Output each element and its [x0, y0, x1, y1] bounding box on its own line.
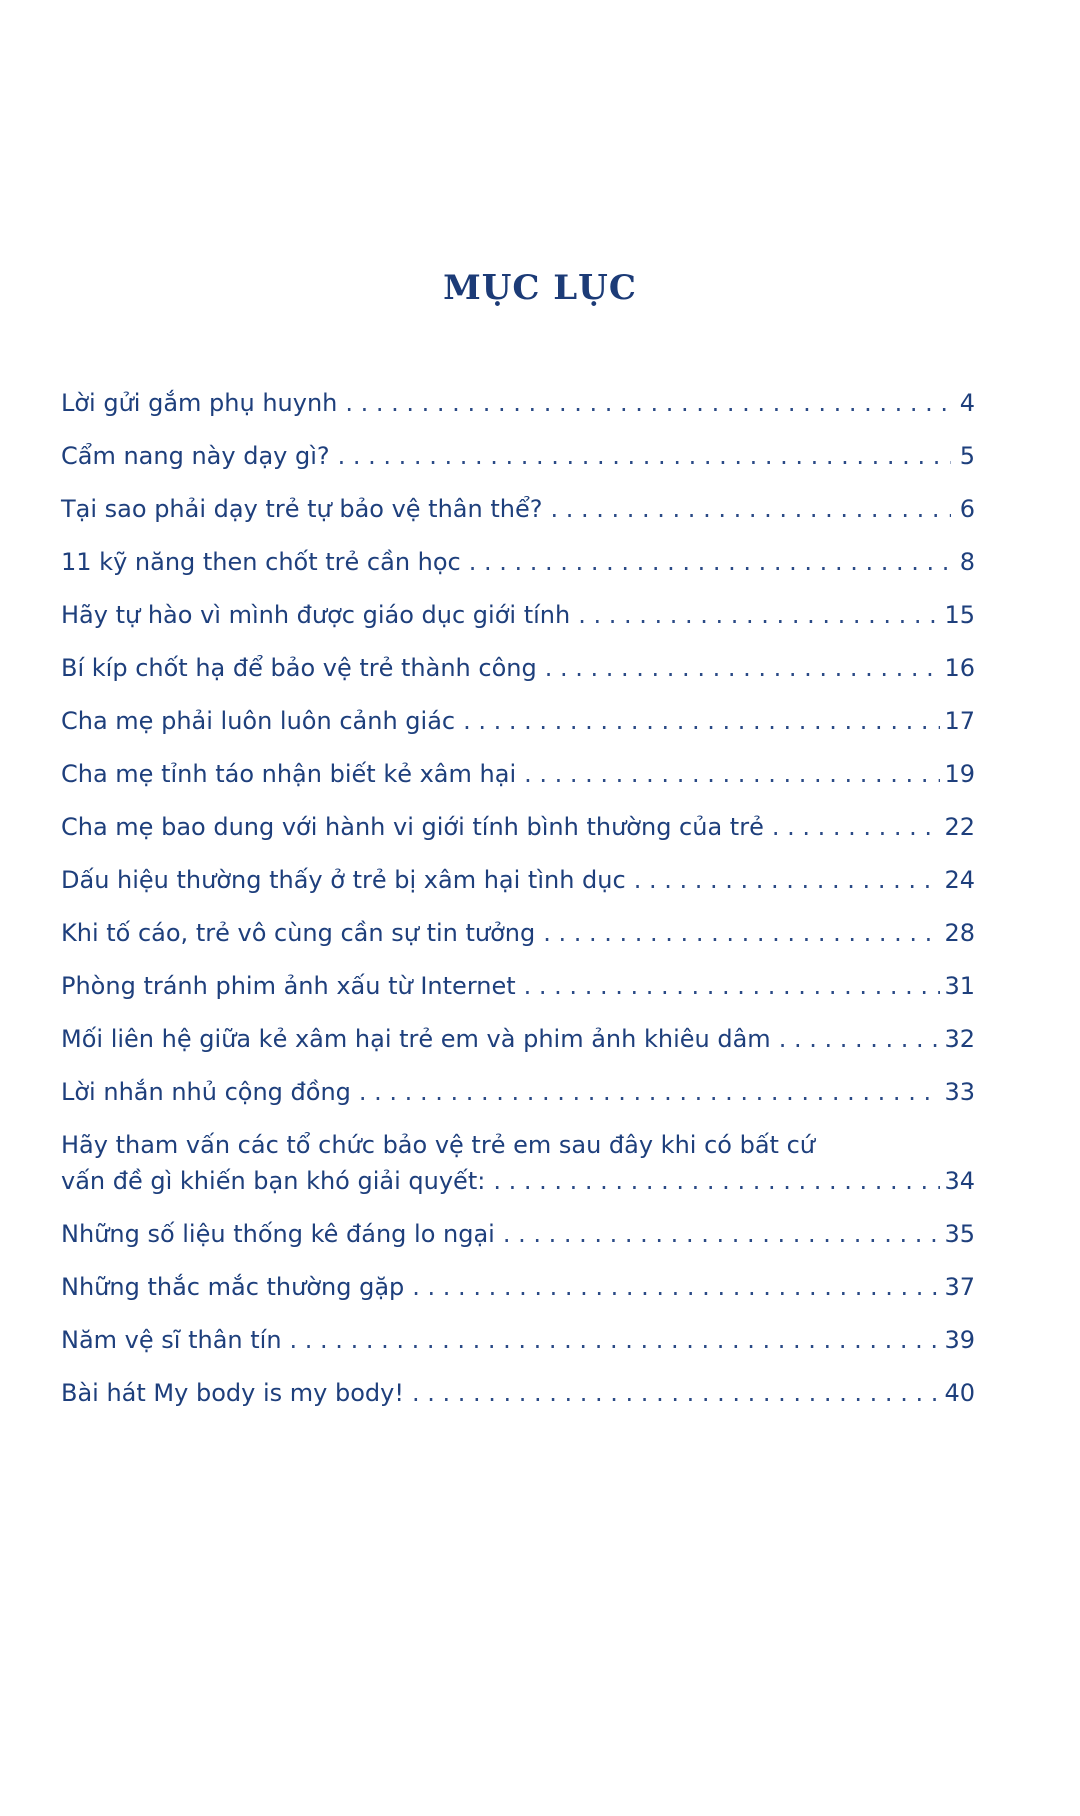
toc-entry-title: Những số liệu thống kê đáng lo ngại — [61, 1220, 495, 1248]
toc-entry-page: 8 — [959, 548, 975, 576]
toc-entry-page: 39 — [944, 1326, 975, 1354]
toc-entry — [61, 865, 975, 895]
toc-entry-page: 40 — [944, 1379, 975, 1407]
toc-entry-page: 17 — [944, 707, 975, 735]
toc-entry-title: Khi tố cáo, trẻ vô cùng cần sự tin tưởng — [61, 919, 536, 947]
toc-entry-title: Bí kíp chốt hạ để bảo vệ trẻ thành công — [61, 654, 537, 682]
dot-leader — [290, 1325, 941, 1355]
toc-entry — [61, 547, 975, 577]
toc-entry — [61, 494, 975, 524]
toc-entry — [61, 1219, 975, 1249]
toc-entry — [61, 653, 975, 683]
toc-entry-page: 19 — [944, 760, 975, 788]
toc-entry-title: Phòng tránh phim ảnh xấu từ Internet — [61, 972, 516, 1000]
toc-entry-page: 6 — [959, 495, 975, 523]
toc-entry — [61, 918, 975, 948]
toc-entry — [61, 812, 975, 842]
toc-entry-page: 32 — [944, 1025, 975, 1053]
dot-leader — [543, 918, 940, 948]
toc-entry — [61, 759, 975, 789]
toc-entry-title: Lời nhắn nhủ cộng đồng — [61, 1078, 351, 1106]
toc-entry — [61, 706, 975, 736]
dot-leader — [463, 706, 940, 736]
toc-entry-title: Hãy tham vấn các tổ chức bảo vệ trẻ em sau đây khi có bất cứ — [61, 1131, 815, 1159]
toc-entry-page: 22 — [944, 813, 975, 841]
toc-entry-title: Cha mẹ tỉnh táo nhận biết kẻ xâm hại — [61, 760, 517, 788]
dot-leader — [412, 1272, 940, 1302]
toc-entry — [61, 388, 975, 418]
toc-entry-title: Tại sao phải dạy trẻ tự bảo vệ thân thể? — [61, 495, 543, 523]
toc-entry-title: Cha mẹ bao dung với hành vi giới tính bình thường của trẻ — [61, 813, 764, 841]
toc-entry — [61, 1378, 975, 1408]
toc-entry-page: 16 — [944, 654, 975, 682]
toc-entry-page: 4 — [959, 389, 975, 417]
toc-entry-page: 33 — [944, 1078, 975, 1106]
table-of-contents — [61, 388, 975, 1431]
dot-leader — [779, 1024, 941, 1054]
page-title: MỤC LỤC — [443, 268, 637, 308]
toc-entry-page: 28 — [944, 919, 975, 947]
toc-entry — [61, 1077, 975, 1107]
toc-entry-title: Mối liên hệ giữa kẻ xâm hại trẻ em và phim ảnh khiêu dâm — [61, 1025, 771, 1053]
toc-entry — [61, 971, 975, 1001]
toc-entry — [61, 1272, 975, 1302]
dot-leader — [634, 865, 941, 895]
toc-entry-title: Năm vệ sĩ thân tín — [61, 1326, 282, 1354]
dot-leader — [545, 653, 941, 683]
toc-entry — [61, 600, 975, 630]
toc-entry-title: Bài hát My body is my body! — [61, 1379, 404, 1407]
toc-entry — [61, 441, 975, 471]
toc-entry-continuation — [61, 1166, 975, 1196]
toc-entry-title: 11 kỹ năng then chốt trẻ cần học — [61, 548, 461, 576]
dot-leader — [359, 1077, 941, 1107]
toc-entry-page: 15 — [944, 601, 975, 629]
toc-entry-title: Cha mẹ phải luôn luôn cảnh giác — [61, 707, 456, 735]
dot-leader — [345, 388, 951, 418]
dot-leader — [469, 547, 951, 577]
dot-leader — [524, 759, 940, 789]
dot-leader — [772, 812, 941, 842]
dot-leader — [412, 1378, 941, 1408]
dot-leader — [578, 600, 940, 630]
toc-entry-title: Những thắc mắc thường gặp — [61, 1273, 405, 1301]
toc-entry-page: 31 — [944, 972, 975, 1000]
toc-entry — [61, 1325, 975, 1355]
toc-entry-title-line2: vấn đề gì khiến bạn khó giải quyết: — [61, 1167, 486, 1195]
toc-entry-page: 24 — [944, 866, 975, 894]
dot-leader — [338, 441, 951, 471]
dot-leader — [493, 1166, 940, 1196]
dot-leader — [503, 1219, 941, 1249]
toc-entry-page: 35 — [944, 1220, 975, 1248]
dot-leader — [524, 971, 941, 1001]
toc-entry — [61, 1024, 975, 1054]
toc-entry-title: Hãy tự hào vì mình được giáo dục giới tính — [61, 601, 571, 629]
toc-entry-page: 37 — [944, 1273, 975, 1301]
toc-entry-page: 34 — [944, 1167, 975, 1195]
toc-entry-title: Lời gửi gắm phụ huynh — [61, 389, 338, 417]
dot-leader — [550, 494, 951, 524]
toc-entry — [61, 1130, 975, 1196]
toc-entry-title: Dấu hiệu thường thấy ở trẻ bị xâm hại tình dục — [61, 866, 626, 894]
toc-entry-title: Cẩm nang này dạy gì? — [61, 442, 330, 470]
toc-entry-page: 5 — [959, 442, 975, 470]
